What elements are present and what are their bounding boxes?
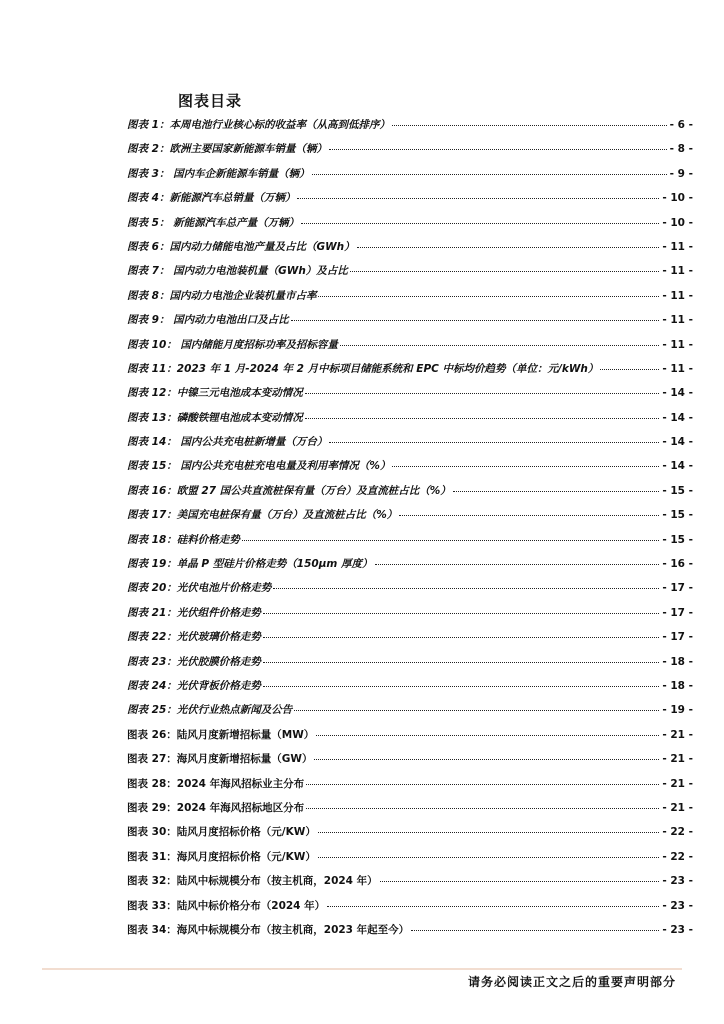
toc-entry[interactable] [127,288,693,312]
toc-entry[interactable] [127,849,693,873]
toc-entry-leader [297,198,659,199]
toc-entry-leader [399,515,659,516]
toc-list [127,117,693,946]
toc-entry[interactable] [127,507,693,531]
toc-entry-leader [340,345,659,346]
toc-entry-leader [318,857,660,858]
toc-entry-page: - 6 - [669,119,693,131]
footer-disclaimer: 请务必阅读正文之后的重要声明部分 [467,975,676,989]
toc-entry-leader [294,710,659,711]
toc-entry-page: - 14 - [662,411,693,424]
toc-entry[interactable] [127,361,693,385]
toc-entry-label: 图表 7： 国内动力电池装机量（GWh）及占比 [127,265,348,278]
toc-entry-page: - 11 - [662,289,693,302]
toc-entry-leader [392,125,667,126]
toc-entry-leader [291,320,660,321]
toc-entry-leader [318,832,660,833]
toc-entry-leader [392,466,659,467]
toc-entry-label: 图表 18：硅料价格走势 [127,533,240,546]
toc-entry-leader [316,735,659,736]
toc-entry[interactable] [127,215,693,239]
toc-entry-leader [453,491,660,492]
toc-entry[interactable] [127,117,693,141]
toc-entry-label: 图表 15： 国内公共充电桩充电电量及利用率情况（%） [127,460,391,473]
toc-entry[interactable] [127,239,693,263]
toc-entry-leader [263,613,660,614]
toc-entry[interactable] [127,312,693,336]
toc-entry-label: 图表 29：2024 年海风招标地区分布 [127,801,305,814]
toc-entry-label: 图表 34：海风中标规模分布（按主机商，2023 年起至今） [127,923,410,936]
toc-entry-label: 图表 9： 国内动力电池出口及占比 [127,314,289,327]
toc-entry-page: - 9 - [669,167,693,180]
toc-entry[interactable] [127,434,693,458]
toc-entry[interactable] [127,532,693,556]
toc-entry-label: 图表 17：美国充电桩保有量（万台）及直流桩占比（%） [127,509,398,522]
toc-entry-page: - 21 - [662,728,693,741]
toc-entry-label: 图表 1：本周电池行业核心标的收益率（从高到低排序） [127,119,390,131]
toc-entry[interactable] [127,629,693,653]
toc-entry-page: - 21 - [662,777,693,790]
toc-entry[interactable] [127,483,693,507]
toc-entry-page: - 15 - [662,533,693,546]
toc-entry[interactable] [127,751,693,775]
toc-entry-label: 图表 21：光伏组件价格走势 [127,606,261,619]
toc-entry-page: - 19 - [662,704,693,717]
toc-entry[interactable] [127,190,693,214]
toc-entry-label: 图表 6：国内动力储能电池产量及占比（GWh） [127,240,355,253]
toc-entry-page: - 11 - [662,362,693,375]
toc-entry-label: 图表 24：光伏背板价格走势 [127,679,261,692]
toc-entry-page: - 16 - [662,558,693,571]
toc-entry-leader [305,418,660,419]
toc-entry-page: - 11 - [662,265,693,278]
toc-entry-label: 图表 19：单晶 P 型硅片价格走势（150μm 厚度） [127,558,373,571]
toc-entry-page: - 22 - [662,826,693,839]
toc-entry-leader [314,759,659,760]
toc-entry-page: - 22 - [662,850,693,863]
toc-entry-label: 图表 20：光伏电池片价格走势 [127,582,272,595]
toc-entry[interactable] [127,678,693,702]
toc-entry-label: 图表 12：中镍三元电池成本变动情况 [127,387,303,400]
toc-entry-page: - 17 - [662,582,693,595]
toc-entry-label: 图表 3： 国内车企新能源车销量（辆） [127,167,310,180]
toc-entry-label: 图表 13：磷酸铁锂电池成本变动情况 [127,411,303,424]
footer-divider [42,968,682,970]
toc-entry-leader [263,637,660,638]
toc-entry[interactable] [127,898,693,922]
toc-entry[interactable] [127,263,693,287]
toc-entry-page: - 10 - [662,192,693,205]
toc-entry-page: - 11 - [662,338,693,351]
toc-entry-page: - 17 - [662,631,693,644]
toc-entry[interactable] [127,702,693,726]
toc-entry-page: - 21 - [662,801,693,814]
toc-entry-label: 图表 26：陆风月度新增招标量（MW） [127,728,315,741]
toc-entry-label: 图表 25：光伏行业热点新闻及公告 [127,704,293,717]
toc-entry-leader [242,540,660,541]
toc-entry-page: - 23 - [662,875,693,888]
toc-entry[interactable] [127,141,693,165]
toc-entry[interactable] [127,800,693,824]
toc-entry[interactable] [127,458,693,482]
toc-entry-page: - 10 - [662,216,693,229]
toc-entry-label: 图表 2：欧洲主要国家新能源车销量（辆） [127,143,327,156]
toc-entry-leader [306,784,659,785]
toc-entry-leader [600,369,659,370]
toc-entry-leader [263,686,660,687]
toc-entry-label: 图表 30：陆风月度招标价格（元/KW） [127,826,316,839]
toc-entry-leader [411,930,659,931]
toc-entry-page: - 14 - [662,460,693,473]
toc-entry-label: 图表 4：新能源汽车总销量（万辆） [127,192,296,205]
toc-entry-page: - 14 - [662,436,693,449]
toc-entry[interactable] [127,873,693,897]
toc-entry-page: - 14 - [662,387,693,400]
toc-entry-page: - 18 - [662,655,693,668]
toc-entry[interactable] [127,556,693,580]
toc-entry-leader [380,881,660,882]
toc-entry-label: 图表 27：海风月度新增招标量（GW） [127,753,313,766]
toc-entry-label: 图表 23：光伏胶膜价格走势 [127,655,261,668]
toc-entry-leader [263,662,660,663]
toc-entry-page: - 17 - [662,606,693,619]
toc-entry-leader [305,393,660,394]
toc-entry-page: - 18 - [662,679,693,692]
toc-entry-leader [301,223,659,224]
toc-entry-label: 图表 16：欧盟 27 国公共直流桩保有量（万台）及直流桩占比（%） [127,484,451,497]
toc-entry-label: 图表 5： 新能源汽车总产量（万辆） [127,216,300,229]
toc-entry[interactable] [127,410,693,434]
toc-entry-leader [312,174,667,175]
toc-entry-leader [350,271,660,272]
toc-entry-label: 图表 32：陆风中标规模分布（按主机商，2024 年） [127,875,378,888]
toc-title: 图表目录 [178,92,243,110]
toc-entry[interactable] [127,654,693,678]
toc-entry-leader [306,808,659,809]
toc-entry[interactable] [127,922,693,946]
toc-entry-page: - 15 - [662,509,693,522]
toc-entry-label: 图表 10： 国内储能月度招标功率及招标容量 [127,338,338,351]
toc-entry[interactable] [127,776,693,800]
toc-entry-label: 图表 31：海风月度招标价格（元/KW） [127,850,316,863]
toc-entry-page: - 23 - [662,923,693,936]
toc-entry-leader [375,564,660,565]
toc-entry[interactable] [127,605,693,629]
toc-entry-leader [273,588,659,589]
toc-entry[interactable] [127,385,693,409]
toc-entry-page: - 11 - [662,240,693,253]
toc-entry-page: - 15 - [662,484,693,497]
toc-entry-page: - 21 - [662,753,693,766]
toc-entry-label: 图表 8：国内动力电池企业装机量市占率 [127,289,317,302]
toc-entry-label: 图表 28：2024 年海风招标业主分布 [127,777,305,790]
toc-entry-leader [318,296,659,297]
toc-entry-label: 图表 22：光伏玻璃价格走势 [127,631,261,644]
toc-entry-label: 图表 14： 国内公共充电桩新增量（万台） [127,436,328,449]
toc-entry[interactable] [127,727,693,751]
toc-entry-page: - 8 - [669,143,693,156]
toc-entry[interactable] [127,337,693,361]
toc-entry[interactable] [127,824,693,848]
toc-entry-leader [327,906,659,907]
toc-entry-leader [357,247,660,248]
toc-entry-label: 图表 11：2023 年 1 月-2024 年 2 月中标项目储能系统和 EPC 中标均价趋势（单位：元/kWh） [127,362,599,375]
toc-entry-leader [329,149,667,150]
toc-entry-page: - 11 - [662,314,693,327]
toc-entry[interactable] [127,166,693,190]
toc-entry[interactable] [127,580,693,604]
toc-entry-label: 图表 33：陆风中标价格分布（2024 年） [127,899,326,912]
toc-entry-leader [329,442,659,443]
toc-entry-page: - 23 - [662,899,693,912]
